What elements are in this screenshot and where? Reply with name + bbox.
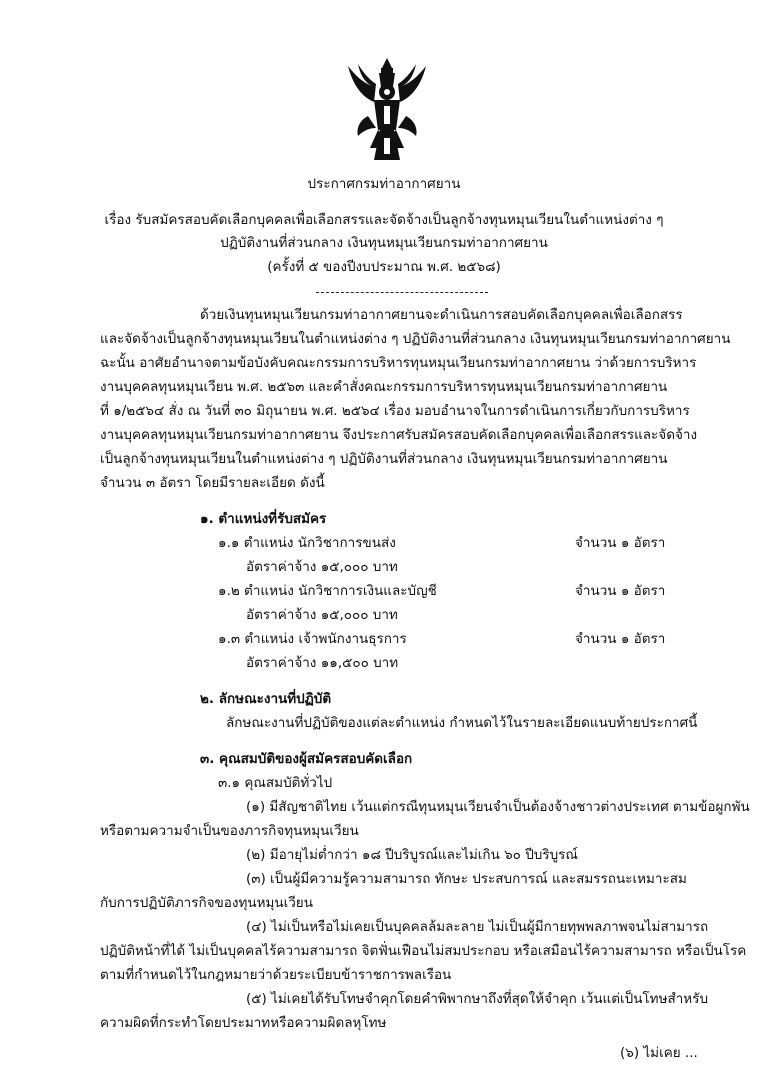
section-2-heading: ๒. ลักษณะงานที่ปฏิบัติ	[200, 691, 332, 707]
subject-line-2: ปฏิบัติงานที่ส่วนกลาง เงินทุนหมุนเวียนกรมท่าอากาศยาน	[220, 235, 548, 251]
qualification-item: หรือตามความจำเป็นของภารกิจทุนหมุนเวียน	[100, 823, 359, 839]
intro-line: และจัดจ้างเป็นลูกจ้างทุนหมุนเวียนในตำแหน่งต่าง ๆ ปฏิบัติงานที่ส่วนกลาง เงินทุนหมุนเวียนกรมท่าอากาศยาน	[100, 331, 731, 347]
issuer-title: ประกาศกรมท่าอากาศยาน	[307, 176, 461, 192]
qualification-item: (๒) มีอายุไม่ต่ำกว่า ๑๘ ปีบริบูรณ์และไม่เกิน ๖๐ ปีบริบูรณ์	[246, 847, 578, 863]
subsection-heading: ๓.๑ คุณสมบัติทั่วไป	[218, 775, 333, 791]
position-wage: อัตราค่าจ้าง ๑๕,๐๐๐ บาท	[246, 607, 398, 623]
intro-line: ฉะนั้น อาศัยอำนาจตามข้อบังคับคณะกรรมการบริหารทุนหมุนเวียนกรมท่าอากาศยาน ว่าด้วยการบริหาร	[100, 355, 697, 371]
position-title: ๑.๓ ตำแหน่ง เจ้าพนักงานธุรการ	[218, 631, 407, 647]
intro-line: งานบุคคลทุนหมุนเวียนกรมท่าอากาศยาน จึงประกาศรับสมัครสอบคัดเลือกบุคคลเพื่อเลือกสรรและจัดจ้าง	[100, 427, 698, 443]
qualification-item: ความผิดที่กระทำโดยประมาทหรือความผิดลหุโทษ	[100, 1015, 387, 1031]
position-title: ๑.๒ ตำแหน่ง นักวิชาการเงินและบัญชี	[218, 583, 437, 599]
garuda-emblem-icon	[346, 56, 428, 166]
intro-line: งานบุคคลทุนหมุนเวียน พ.ศ. ๒๕๖๓ และคำสั่งคณะกรรมการบริหารทุนหมุนเวียนกรมท่าอากาศยาน	[100, 379, 668, 395]
subject-line-1: เรื่อง รับสมัครสอบคัดเลือกบุคคลเพื่อเลือกสรรและจัดจ้างเป็นลูกจ้างทุนหมุนเวียนในตำแหน่งต่าง ๆ	[104, 212, 664, 228]
intro-line: ด้วยเงินทุนหมุนเวียนกรมท่าอากาศยานจะดำเนินการสอบคัดเลือกบุคคลเพื่อเลือกสรร	[200, 307, 683, 323]
intro-line: จำนวน ๓ อัตรา โดยมีรายละเอียด ดังนี้	[100, 475, 325, 491]
qualification-item: (๔) ไม่เป็นหรือไม่เคยเป็นบุคคลล้มละลาย ไม่เป็นผู้มีกายทุพพลภาพจนไม่สามารถ	[246, 919, 709, 935]
intro-line: เป็นลูกจ้างทุนหมุนเวียนในตำแหน่งต่าง ๆ ปฏิบัติงานที่ส่วนกลาง เงินทุนหมุนเวียนกรมท่าอากาศยาน	[100, 451, 668, 467]
divider	[316, 292, 488, 293]
position-wage: อัตราค่าจ้าง ๑๕,๐๐๐ บาท	[246, 559, 398, 575]
position-title: ๑.๑ ตำแหน่ง นักวิชาการขนส่ง	[218, 535, 396, 551]
position-wage: อัตราค่าจ้าง ๑๑,๕๐๐ บาท	[246, 655, 399, 671]
position-count: จำนวน ๑ อัตรา	[575, 631, 666, 647]
qualification-item: (๑) มีสัญชาติไทย เว้นแต่กรณีทุนหมุนเวียนจำเป็นต้องจ้างชาวต่างประเทศ ตามข้อผูกพัน	[246, 799, 750, 815]
position-count: จำนวน ๑ อัตรา	[575, 535, 666, 551]
qualification-item: (๓) เป็นผู้มีความรู้ความสามารถ ทักษะ ประสบการณ์ และสมรรถนะเหมาะสม	[246, 871, 687, 887]
intro-line: ที่ ๑/๒๕๖๔ สั่ง ณ วันที่ ๓๐ มิถุนายน พ.ศ. ๒๕๖๔ เรื่อง มอบอำนาจในการดำเนินการเกี่ยวกับการบริหาร	[100, 403, 690, 419]
position-count: จำนวน ๑ อัตรา	[575, 583, 666, 599]
qualification-item: ตามที่กำหนดไว้ในกฎหมายว่าด้วยระเบียบข้าราชการพลเรือน	[100, 967, 452, 983]
subject-line-3: (ครั้งที่ ๕ ของปีงบประมาณ พ.ศ. ๒๕๖๘)	[267, 259, 501, 275]
qualification-item: กับการปฏิบัติภารกิจของทุนหมุนเวียน	[100, 895, 313, 911]
qualification-item: (๕) ไม่เคยได้รับโทษจำคุกโดยคำพิพากษาถึงที่สุดให้จำคุก เว้นแต่เป็นโทษสำหรับ	[246, 991, 709, 1007]
section-2-text: ลักษณะงานที่ปฏิบัติของแต่ละตำแหน่ง กำหนดไว้ในรายละเอียดแนบท้ายประกาศนี้	[226, 715, 698, 731]
qualification-item: ปฏิบัติหน้าที่ได้ ไม่เป็นบุคคลไร้ความสามารถ จิตฟั่นเฟือนไม่สมประกอบ หรือเสมือนไร้ความสามารถ หรือเป็นโรค	[100, 943, 747, 959]
continuation-marker: (๖) ไม่เคย ...	[620, 1045, 698, 1061]
section-3-heading: ๓. คุณสมบัติของผู้สมัครสอบคัดเลือก	[200, 751, 413, 767]
section-1-heading: ๑. ตำแหน่งที่รับสมัคร	[200, 511, 327, 527]
